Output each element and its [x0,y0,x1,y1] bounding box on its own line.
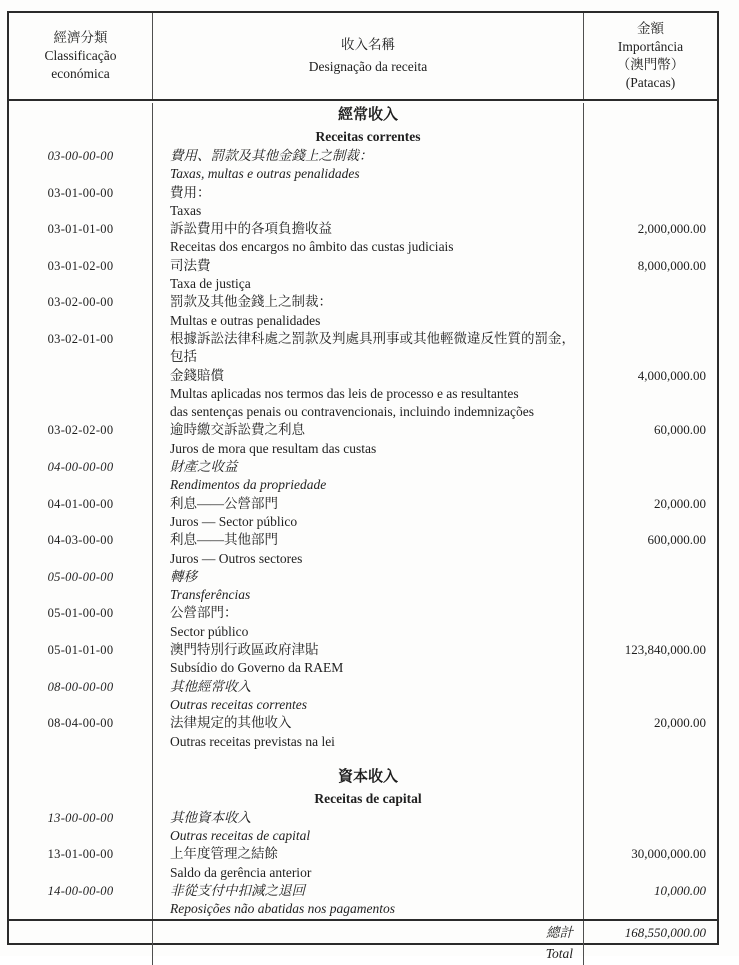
amount-cell [583,827,717,845]
header-amount-zh: 金額 [637,21,664,36]
amount-cell [583,751,717,765]
code-cell [9,586,152,604]
amount-value: 10,000.00 [654,882,706,898]
description-text: Outras receitas previstas na lei [170,733,335,749]
description-cell [152,696,583,714]
amount-cell [583,458,717,476]
amount-cell [583,127,717,147]
amount-value: 30,000,000.00 [631,846,706,862]
description-cell [152,220,583,238]
description-cell [152,184,583,202]
header-designation-column [152,13,583,99]
amount-cell [583,659,717,677]
table-row [9,458,717,476]
description-cell [152,864,583,882]
table-row [9,440,717,458]
table-header-row [9,13,717,101]
table-row [9,165,717,183]
code-cell [9,202,152,220]
table-row [9,604,717,622]
section-header-row [9,789,717,809]
amount-value: 20,000.00 [654,495,706,511]
table-row [9,421,717,439]
table-row [9,827,717,845]
description-text: 費用、罰款及其他金錢上之制裁： [170,148,373,163]
amount-cell [583,864,717,882]
header-classification-pt2: económica [51,66,110,81]
amount-value: 60,000.00 [654,422,706,438]
total-amount-cell [583,921,717,965]
description-text: 其他經常收入 [170,678,251,694]
description-cell [152,165,583,183]
amount-cell [583,184,717,202]
description-text: Receitas dos encargos no âmbito das custas judiciais [170,239,454,255]
amount-cell [583,641,717,659]
classification-code: 05-01-00-00 [47,606,114,621]
table-row [9,531,717,549]
code-cell [9,275,152,293]
code-cell [9,864,152,882]
header-amount-currency-zh: （澳門幣） [616,57,685,72]
table-row [9,275,717,293]
amount-cell [583,147,717,165]
section-title [152,765,583,789]
header-classification-zh: 經濟分類 [53,30,108,45]
description-cell [152,733,583,751]
spacer-row [9,751,717,765]
description-text: 金錢賠償 [170,367,224,383]
description-cell [152,147,583,165]
header-amount-column [583,13,717,99]
code-cell [9,367,152,385]
amount-value: 20,000.00 [654,715,706,731]
table-row [9,312,717,330]
table-row [9,476,717,494]
amount-cell [583,845,717,863]
table-row [9,202,717,220]
table-row [9,330,717,367]
description-text: 非從支付中扣減之退回 [170,882,305,898]
code-cell [9,293,152,311]
description-text: 資本收入 [337,768,398,785]
code-cell [9,623,152,641]
amount-cell [583,714,717,732]
description-cell [152,751,583,765]
amount-cell [583,568,717,586]
description-text: Juros — Outros sectores [170,550,303,566]
amount-cell [583,440,717,458]
code-cell [9,476,152,494]
description-cell [152,293,583,311]
total-empty-cell [9,921,152,965]
description-text: 財產之收益 [170,459,238,475]
code-cell [9,403,152,421]
code-cell [9,330,152,367]
table-row [9,882,717,900]
description-text: Taxas, multas e outras penalidades [170,166,360,182]
description-cell [152,809,583,827]
description-cell [152,257,583,275]
table-row [9,641,717,659]
amount-cell [583,495,717,513]
description-text: das sentenças penais ou contravencionais, incluindo indemnizações [170,404,535,420]
section-title [152,789,583,809]
code-cell [9,604,152,622]
code-cell [9,458,152,476]
code-cell [9,751,152,765]
amount-cell [583,275,717,293]
description-text: Subsídio do Governo da RAEM [170,660,344,676]
code-cell [9,845,152,863]
description-cell [152,882,583,900]
table-row [9,733,717,751]
description-text: 司法費 [170,257,211,273]
section-title [152,103,583,127]
code-cell [9,220,152,238]
amount-value: 123,840,000.00 [624,642,706,658]
code-cell [9,127,152,147]
description-text: Receitas correntes [315,129,421,144]
description-cell [152,586,583,604]
table-row [9,586,717,604]
description-text: Multas e outras penalidades [170,312,321,328]
header-amount-currency-pt: (Patacas) [625,75,676,90]
classification-code: 05-01-01-00 [47,643,114,658]
amount-cell [583,238,717,256]
total-label-pt: Total [545,945,573,961]
description-cell [152,604,583,622]
amount-cell [583,531,717,549]
amount-cell [583,900,717,918]
code-cell [9,421,152,439]
table-row [9,220,717,238]
header-designation-zh: 收入名稱 [341,37,395,52]
description-cell [152,202,583,220]
description-cell [152,900,583,918]
section-header-row [9,127,717,147]
description-text: Receitas de capital [314,790,422,806]
description-text: Juros — Sector público [170,513,298,529]
description-cell [152,827,583,845]
description-cell [152,550,583,568]
amount-cell [583,586,717,604]
amount-value: 2,000,000.00 [637,221,706,237]
header-amount-pt: Importância [617,39,684,54]
classification-code: 13-00-00-00 [47,810,114,825]
description-text: 公營部門： [170,605,238,621]
section-title [152,127,583,147]
section-header-row [9,103,717,127]
description-cell [152,312,583,330]
amount-cell [583,678,717,696]
classification-code: 03-01-02-00 [47,258,114,273]
description-text: 根據訴訟法律科處之罰款及判處具刑事或其他輕微違反性質的罰金，包括 [170,330,575,365]
amount-cell [583,789,717,809]
revenue-budget-table [7,11,719,961]
table-row [9,550,717,568]
description-text: 法律規定的其他收入 [170,715,292,731]
description-cell [152,659,583,677]
classification-code: 03-01-00-00 [47,185,114,200]
description-text: 費用： [170,184,211,200]
description-cell [152,367,583,385]
description-cell [152,678,583,696]
description-text: 利息——其他部門 [170,532,278,548]
description-text: 利息——公營部門 [170,495,278,511]
header-classification-pt1: Classificação [44,48,117,63]
code-cell [9,103,152,127]
code-cell [9,440,152,458]
table-row [9,367,717,385]
description-cell [152,476,583,494]
code-cell [9,385,152,403]
description-text: 罰款及其他金錢上之制裁： [170,294,332,310]
description-cell [152,641,583,659]
amount-cell [583,604,717,622]
amount-cell [583,103,717,127]
amount-cell [583,293,717,311]
description-text: Taxas [170,202,202,218]
description-text: 經常收入 [337,107,398,123]
code-cell [9,678,152,696]
description-cell [152,513,583,531]
code-cell [9,882,152,900]
table-row [9,293,717,311]
total-labels-cell [152,921,583,965]
description-text: Taxa de justiça [170,276,251,292]
table-row [9,900,717,918]
description-text: 上年度管理之結餘 [170,846,278,862]
table-body [9,101,717,919]
description-cell [152,440,583,458]
code-cell [9,714,152,732]
code-cell [9,827,152,845]
total-amount: 168,550,000.00 [624,924,706,940]
classification-code: 04-00-00-00 [47,460,114,475]
code-cell [9,765,152,789]
description-text: 訴訟費用中的各項負擔收益 [170,221,332,237]
amount-cell [583,809,717,827]
amount-cell [583,476,717,494]
code-cell [9,550,152,568]
table-row [9,845,717,863]
description-cell [152,568,583,586]
code-cell [9,147,152,165]
code-cell [9,568,152,586]
classification-code: 13-01-00-00 [47,847,114,862]
table-row [9,696,717,714]
amount-cell [583,733,717,751]
total-label-zh: 總計 [546,924,573,940]
description-cell [152,531,583,549]
description-text: 澳門特別行政區政府津貼 [170,642,319,658]
table-row [9,809,717,827]
amount-cell [583,367,717,385]
amount-cell [583,513,717,531]
code-cell [9,238,152,256]
amount-cell [583,385,717,403]
amount-value: 4,000,000.00 [637,367,706,383]
table-row [9,238,717,256]
description-cell [152,330,583,367]
table-row [9,659,717,677]
table-row [9,385,717,403]
total-row [9,919,717,965]
description-text: Sector público [170,623,249,639]
description-cell [152,845,583,863]
code-cell [9,495,152,513]
code-cell [9,641,152,659]
table-row [9,257,717,275]
code-cell [9,257,152,275]
classification-code: 03-02-02-00 [47,423,114,438]
amount-cell [583,202,717,220]
amount-cell [583,403,717,421]
header-classification-column [9,13,152,99]
amount-cell [583,765,717,789]
amount-cell [583,330,717,367]
description-text: Juros de mora que resultam das custas [170,440,377,456]
classification-code: 08-04-00-00 [47,716,114,731]
table-row [9,513,717,531]
description-cell [152,714,583,732]
code-cell [9,733,152,751]
description-cell [152,403,583,421]
table-row [9,495,717,513]
section-header-row [9,765,717,789]
description-text: 逾時繳交訴訟費之利息 [170,422,305,438]
code-cell [9,531,152,549]
classification-code: 04-03-00-00 [47,533,114,548]
code-cell [9,513,152,531]
code-cell [9,659,152,677]
description-cell [152,458,583,476]
description-cell [152,623,583,641]
code-cell [9,789,152,809]
description-cell [152,385,583,403]
description-cell [152,238,583,256]
description-text: 轉移 [170,568,197,584]
table-row [9,623,717,641]
description-text: Outras receitas de capital [170,828,311,844]
description-text: Multas aplicadas nos termos das leis de processo e as resultantes [170,385,519,401]
classification-code: 08-00-00-00 [47,679,114,694]
table-row [9,403,717,421]
classification-code: 03-00-00-00 [47,149,114,163]
description-text: Rendimentos da propriedade [170,477,327,493]
classification-code: 03-02-01-00 [47,331,114,346]
header-designation-pt: Designação da receita [308,59,428,74]
amount-cell [583,550,717,568]
amount-value: 600,000.00 [647,532,706,548]
table-row [9,714,717,732]
description-text: 其他資本收入 [170,809,251,825]
amount-value: 8,000,000.00 [637,257,706,273]
amount-cell [583,165,717,183]
classification-code: 03-02-00-00 [47,295,114,310]
code-cell [9,696,152,714]
description-cell [152,495,583,513]
table-row [9,184,717,202]
amount-cell [583,696,717,714]
amount-cell [583,421,717,439]
table-row [9,678,717,696]
classification-code: 03-01-01-00 [47,222,114,237]
amount-cell [583,882,717,900]
code-cell [9,809,152,827]
description-text: Saldo da gerência anterior [170,864,312,880]
code-cell [9,165,152,183]
amount-cell [583,623,717,641]
classification-code: 05-00-00-00 [47,569,114,584]
description-text: Reposições não abatidas nos pagamentos [170,901,395,917]
table-row [9,147,717,165]
amount-cell [583,257,717,275]
code-cell [9,900,152,918]
code-cell [9,312,152,330]
code-cell [9,184,152,202]
table-row [9,864,717,882]
amount-cell [583,220,717,238]
description-text: Outras receitas correntes [170,696,307,712]
classification-code: 04-01-00-00 [47,496,114,511]
amount-cell [583,312,717,330]
table-row [9,568,717,586]
description-text: Transferências [170,587,251,603]
description-cell [152,275,583,293]
description-cell [152,421,583,439]
classification-code: 14-00-00-00 [47,883,114,898]
